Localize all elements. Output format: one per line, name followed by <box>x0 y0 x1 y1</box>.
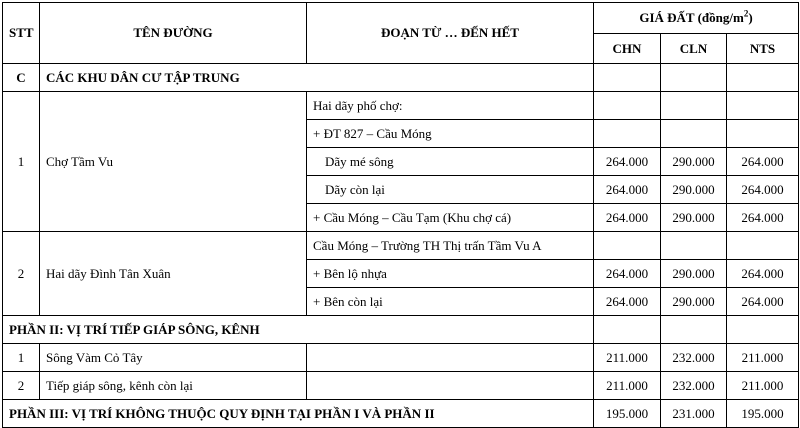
chn-cell <box>594 120 661 148</box>
group2-stt: 2 <box>3 232 40 316</box>
table-row <box>3 344 799 372</box>
nts-cell: 211.000 <box>727 372 799 400</box>
segment-cell: + ĐT 827 – Cầu Móng <box>307 120 594 148</box>
segment-cell: Cầu Móng – Trường TH Thị trấn Tầm Vu A <box>307 232 594 260</box>
header-doan-tu: ĐOẠN TỪ … ĐẾN HẾT <box>307 3 594 64</box>
header-gia-dat-text: GIÁ ĐẤT (đồng/m <box>639 10 744 25</box>
segment-cell: Dãy còn lại <box>307 176 594 204</box>
group1-name: Chợ Tầm Vu <box>40 92 307 232</box>
header-gia-dat-sup: 2 <box>743 8 749 19</box>
header-ten-duong: TÊN ĐƯỜNG <box>40 3 307 64</box>
header-chn: CHN <box>594 34 661 64</box>
header-gia-dat <box>594 3 799 34</box>
header-cln: CLN <box>661 34 727 64</box>
segment-cell: Dãy mé sông <box>307 148 594 176</box>
empty-cell <box>307 372 594 400</box>
section-c-stt: C <box>3 64 40 92</box>
chn-cell: 264.000 <box>594 288 661 316</box>
land-price-table <box>2 2 799 428</box>
chn-cell: 211.000 <box>594 372 661 400</box>
segment-cell: + Cầu Móng – Cầu Tạm (Khu chợ cá) <box>307 204 594 232</box>
chn-cell <box>594 232 661 260</box>
name-cell: Tiếp giáp sông, kênh còn lại <box>40 372 307 400</box>
segment-cell: + Bên lộ nhựa <box>307 260 594 288</box>
table-row <box>3 92 799 120</box>
part2-header-row <box>3 316 799 344</box>
chn-cell: 211.000 <box>594 344 661 372</box>
cln-cell: 231.000 <box>661 400 727 428</box>
nts-cell: 264.000 <box>727 148 799 176</box>
cln-cell: 290.000 <box>661 148 727 176</box>
empty-cell <box>307 344 594 372</box>
chn-cell: 264.000 <box>594 204 661 232</box>
section-c-title: CÁC KHU DÂN CƯ TẬP TRUNG <box>40 64 594 92</box>
chn-cell: 264.000 <box>594 176 661 204</box>
header-gia-dat-end: ) <box>748 10 753 25</box>
nts-cell <box>727 92 799 120</box>
cln-cell <box>661 232 727 260</box>
nts-cell: 264.000 <box>727 288 799 316</box>
segment-cell: Hai dãy phố chợ: <box>307 92 594 120</box>
empty-cell <box>594 64 661 92</box>
nts-cell: 264.000 <box>727 260 799 288</box>
cln-cell: 232.000 <box>661 372 727 400</box>
part2-title: PHẦN II: VỊ TRÍ TIẾP GIÁP SÔNG, KÊNH <box>3 316 594 344</box>
stt-cell: 1 <box>3 344 40 372</box>
group1-stt: 1 <box>3 92 40 232</box>
chn-cell: 264.000 <box>594 260 661 288</box>
segment-cell: + Bên còn lại <box>307 288 594 316</box>
chn-cell: 264.000 <box>594 148 661 176</box>
empty-cell <box>661 316 727 344</box>
empty-cell <box>727 316 799 344</box>
part3-title: PHẦN III: VỊ TRÍ KHÔNG THUỘC QUY ĐỊNH TẠI PHẦN I VÀ PHẦN II <box>3 400 594 428</box>
cln-cell: 232.000 <box>661 344 727 372</box>
empty-cell <box>727 64 799 92</box>
cln-cell <box>661 120 727 148</box>
nts-cell: 211.000 <box>727 344 799 372</box>
nts-cell: 264.000 <box>727 204 799 232</box>
nts-cell: 195.000 <box>727 400 799 428</box>
cln-cell: 290.000 <box>661 288 727 316</box>
nts-cell <box>727 232 799 260</box>
nts-cell <box>727 120 799 148</box>
empty-cell <box>661 64 727 92</box>
header-stt: STT <box>3 3 40 64</box>
nts-cell: 264.000 <box>727 176 799 204</box>
chn-cell <box>594 92 661 120</box>
cln-cell: 290.000 <box>661 176 727 204</box>
cln-cell: 290.000 <box>661 204 727 232</box>
group2-name: Hai dãy Đình Tân Xuân <box>40 232 307 316</box>
name-cell: Sông Vàm Cỏ Tây <box>40 344 307 372</box>
cln-cell <box>661 92 727 120</box>
empty-cell <box>594 316 661 344</box>
header-nts: NTS <box>727 34 799 64</box>
chn-cell: 195.000 <box>594 400 661 428</box>
section-c-row <box>3 64 799 92</box>
table-row <box>3 372 799 400</box>
cln-cell: 290.000 <box>661 260 727 288</box>
table-row <box>3 232 799 260</box>
stt-cell: 2 <box>3 372 40 400</box>
part3-row <box>3 400 799 428</box>
